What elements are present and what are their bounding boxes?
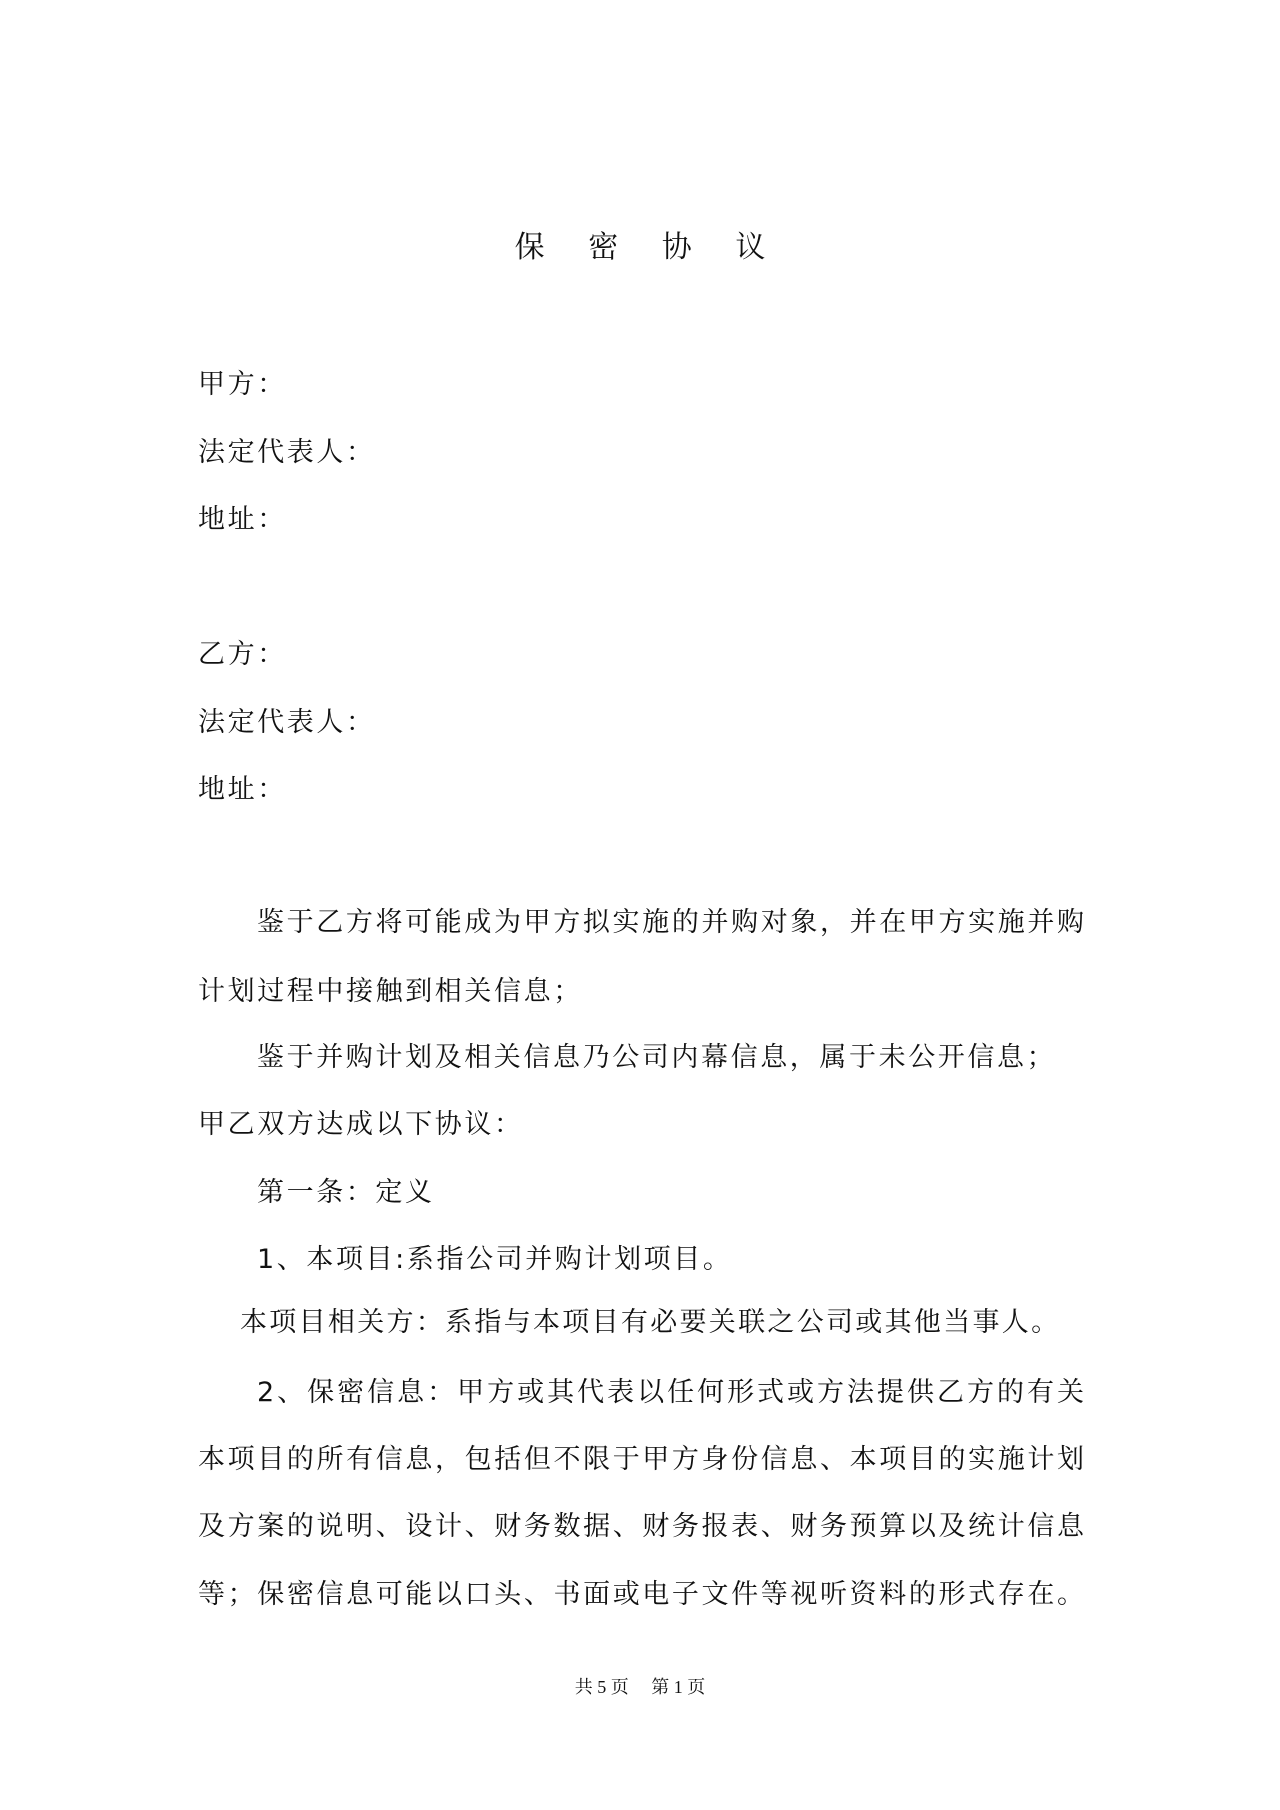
- title-char: 议: [735, 230, 766, 265]
- recital-paragraph-1-line-2: 计划过程中接触到相关信息；: [198, 976, 583, 1007]
- total-pages: 共 5 页: [574, 1677, 629, 1697]
- definition-related-parties: 本项目相关方：系指与本项目有必要关联之公司或其他当事人。: [240, 1307, 1061, 1338]
- article-1-heading: 第一条：定义: [257, 1177, 435, 1208]
- party-b-rep-label: 法定代表人：: [198, 707, 376, 738]
- title-char: 保: [514, 230, 545, 265]
- recital-paragraph-1-line-1: 鉴于乙方将可能成为甲方拟实施的并购对象，并在甲方实施并购: [257, 907, 1084, 938]
- definition-confidential-line-4: 等；保密信息可能以口头、书面或电子文件等视听资料的形式存在。: [198, 1579, 1084, 1610]
- definition-confidential-line-1: 2、保密信息：甲方或其代表以任何形式或方法提供乙方的有关: [257, 1377, 1084, 1408]
- title-char: 协: [661, 230, 692, 265]
- party-a-rep-label: 法定代表人：: [198, 437, 376, 468]
- page-footer: [0, 1675, 1280, 1699]
- document-title: [0, 228, 1280, 268]
- agreement-intro: 甲乙双方达成以下协议：: [198, 1109, 524, 1140]
- definition-confidential-line-3: 及方案的说明、设计、财务数据、财务报表、财务预算以及统计信息: [198, 1511, 1084, 1542]
- party-b-name-label: 乙方：: [198, 639, 287, 670]
- title-char: 密: [588, 230, 619, 265]
- definition-confidential-line-2: 本项目的所有信息，包括但不限于甲方身份信息、本项目的实施计划: [198, 1444, 1084, 1475]
- current-page: 第 1 页: [651, 1677, 706, 1697]
- recital-paragraph-2: 鉴于并购计划及相关信息乃公司内幕信息，属于未公开信息；: [257, 1042, 1057, 1073]
- party-a-name-label: 甲方：: [198, 369, 287, 400]
- party-b-address-label: 地址：: [198, 774, 287, 805]
- party-a-address-label: 地址：: [198, 504, 287, 535]
- definition-project: 1、本项目:系指公司并购计划项目。: [257, 1244, 733, 1275]
